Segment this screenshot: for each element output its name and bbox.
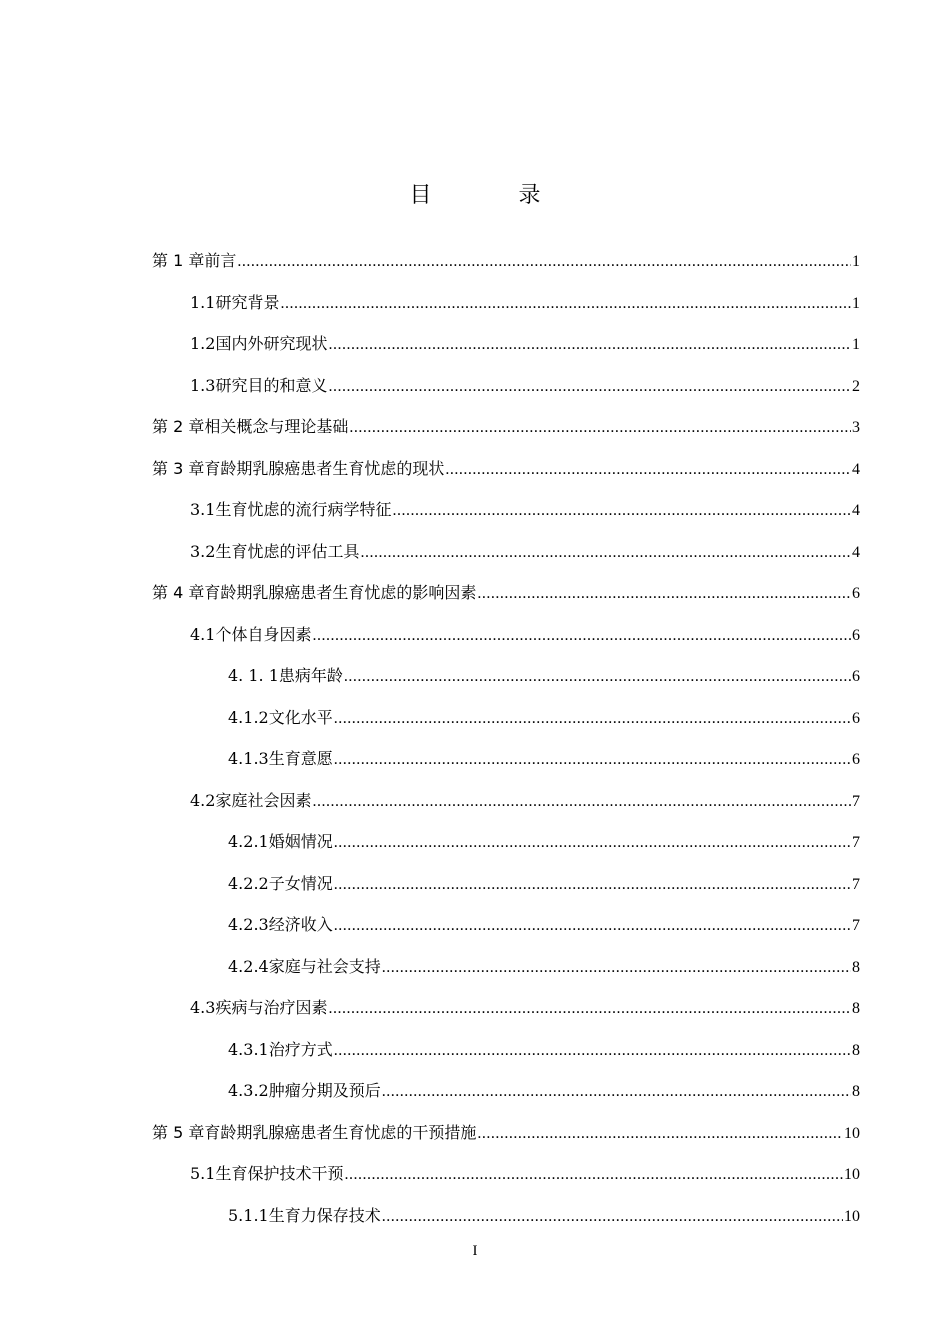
- dot-leader: [328, 336, 851, 354]
- toc-entry-number: 4. 1. 1: [228, 666, 279, 685]
- toc-entry-number: 5.1.1: [228, 1205, 269, 1225]
- dot-leader: [328, 1000, 851, 1018]
- toc-entry-page: 4: [852, 460, 860, 478]
- toc-entry-number: 1.1: [190, 292, 216, 312]
- toc-entry-number: 1.3: [190, 375, 216, 395]
- dot-leader: [445, 461, 851, 479]
- toc-entry-title: 育龄期乳腺癌患者生育忧虑的影响因素: [204, 583, 477, 602]
- toc-entry-title: 生育意愿: [268, 749, 333, 768]
- toc-entry[interactable]: [228, 954, 860, 978]
- toc-entry-number: 3.1: [190, 500, 216, 519]
- toc-entry-number: 4.3: [190, 998, 216, 1017]
- toc-entry-title: 研究目的和意义: [215, 375, 328, 395]
- toc-entry-page: 4: [852, 543, 860, 561]
- dot-leader: [477, 1125, 843, 1143]
- toc-entry-title: 婚姻情况: [268, 832, 333, 851]
- toc-entry[interactable]: [152, 456, 860, 480]
- toc-entry-title: 经济收入: [268, 915, 333, 934]
- toc-entry-page: 7: [852, 792, 860, 810]
- toc-entry[interactable]: [190, 995, 860, 1019]
- toc-entry-page: 4: [852, 502, 860, 519]
- dot-leader: [312, 627, 851, 645]
- toc-entry-title: 育龄期乳腺癌患者生育忧虑的干预措施: [204, 1122, 477, 1142]
- dot-leader: [349, 419, 851, 437]
- toc-entry[interactable]: [190, 290, 860, 314]
- toc-entry[interactable]: [228, 1037, 860, 1061]
- toc-entry-page: 8: [852, 1083, 860, 1100]
- dot-leader: [334, 876, 851, 894]
- toc-entry-title: 子女情况: [268, 873, 333, 893]
- toc-entry-page: 8: [852, 958, 860, 976]
- toc-entry-title: 文化水平: [268, 707, 333, 727]
- dot-leader: [360, 544, 851, 562]
- toc-entry-title: 家庭与社会支持: [268, 956, 381, 976]
- toc-entry[interactable]: [152, 248, 860, 272]
- toc-entry[interactable]: [190, 373, 860, 397]
- toc-entry-number: 4.1.3: [228, 749, 269, 768]
- toc-entry-page: 1: [852, 294, 860, 312]
- toc-entry-number: 第 1 章: [152, 251, 205, 270]
- toc-entry-title: 生育忧虑的评估工具: [215, 541, 360, 561]
- toc-entry-page: 7: [852, 917, 860, 934]
- dot-leader: [328, 378, 851, 396]
- toc-entry-number: 4.1: [190, 624, 216, 644]
- dot-leader: [392, 502, 851, 520]
- toc-entry-number: 第 5 章: [152, 1122, 205, 1142]
- toc-entry-title: 生育保护技术干预: [215, 1164, 344, 1183]
- toc-entry-page: 6: [852, 585, 860, 602]
- toc-entry-page: 7: [852, 834, 860, 851]
- toc-entry-page: 8: [852, 1041, 860, 1059]
- toc-entry-page: 1: [852, 253, 860, 270]
- toc-entry-title: 国内外研究现状: [215, 334, 328, 353]
- toc-entry-page: 6: [852, 709, 860, 727]
- toc-entry[interactable]: [228, 746, 860, 770]
- toc-entry-page: 3: [852, 419, 860, 436]
- dot-leader: [382, 1083, 851, 1101]
- dot-leader: [382, 1208, 843, 1226]
- toc-entry-page: 10: [844, 1207, 860, 1225]
- toc-entry-number: 4.2.3: [228, 915, 269, 934]
- toc-entry[interactable]: [190, 539, 860, 563]
- dot-leader: [280, 295, 851, 313]
- toc-entry-title: 家庭社会因素: [215, 790, 312, 810]
- dot-leader: [334, 710, 851, 728]
- toc-entry-number: 4.2.4: [228, 956, 269, 976]
- toc-entry[interactable]: [228, 1078, 860, 1102]
- page-number: I: [472, 1243, 478, 1259]
- dot-leader: [312, 793, 851, 811]
- toc-entry-number: 1.2: [190, 334, 216, 353]
- toc-entry-page: 6: [852, 668, 860, 685]
- toc-entry-page: 10: [844, 1124, 860, 1142]
- toc-entry-title: 治疗方式: [268, 1039, 333, 1059]
- toc-entry-page: 1: [852, 336, 860, 353]
- toc-entry-number: 4.3.2: [228, 1081, 269, 1100]
- toc-entry[interactable]: [228, 871, 860, 895]
- dot-leader: [334, 751, 851, 769]
- dot-leader: [334, 834, 851, 852]
- toc-entry[interactable]: [190, 622, 860, 646]
- toc-entry[interactable]: [228, 912, 860, 936]
- toc-entry-title: 生育力保存技术: [268, 1205, 381, 1225]
- toc-entry[interactable]: [228, 705, 860, 729]
- toc-entry-number: 第 2 章: [152, 417, 205, 436]
- toc-entry[interactable]: [228, 1203, 860, 1227]
- toc-entry-title: 育龄期乳腺癌患者生育忧虑的现状: [204, 458, 445, 478]
- toc-entry[interactable]: [228, 829, 860, 853]
- toc-entry-page: 6: [852, 626, 860, 644]
- dot-leader: [477, 585, 851, 603]
- toc-entry-number: 4.2.2: [228, 873, 269, 893]
- toc-entry-number: 4.1.2: [228, 707, 269, 727]
- toc-entry-number: 5.1: [190, 1164, 216, 1183]
- toc-entry-title: 相关概念与理论基础: [204, 417, 349, 436]
- toc-entry-number: 4.3.1: [228, 1039, 269, 1059]
- toc-entry-number: 4.2: [190, 790, 216, 810]
- toc-entry-number: 第 4 章: [152, 583, 205, 602]
- dot-leader: [237, 253, 851, 271]
- toc-entry-number: 4.2.1: [228, 832, 269, 851]
- dot-leader: [344, 1166, 843, 1184]
- toc-entry-title: 疾病与治疗因素: [215, 998, 328, 1017]
- toc-entry-title: 生育忧虑的流行病学特征: [215, 500, 392, 519]
- dot-leader: [382, 959, 851, 977]
- toc-entry-title: 肿瘤分期及预后: [268, 1081, 381, 1100]
- toc-entry[interactable]: [190, 331, 860, 355]
- toc-entry-page: 10: [844, 1166, 860, 1183]
- toc-entry-page: 6: [852, 751, 860, 768]
- toc-entry[interactable]: [152, 414, 860, 438]
- toc-entry[interactable]: [190, 1161, 860, 1185]
- toc-entry-page: 7: [852, 875, 860, 893]
- toc-entry-title: 研究背景: [215, 292, 280, 312]
- toc-entry[interactable]: [152, 1120, 860, 1144]
- toc-entry-title: 前言: [204, 251, 237, 270]
- toc-entry-title: 患病年龄: [278, 666, 343, 685]
- toc-entry-page: 2: [852, 377, 860, 395]
- toc-title: 目 录: [409, 183, 581, 208]
- toc-entry-number: 第 3 章: [152, 458, 205, 478]
- toc-entry[interactable]: [190, 788, 860, 812]
- toc-entry-title: 个体自身因素: [215, 624, 312, 644]
- toc-entry[interactable]: [190, 497, 860, 521]
- dot-leader: [334, 1042, 851, 1060]
- toc-entry[interactable]: [152, 580, 860, 604]
- dot-leader: [344, 668, 851, 686]
- toc-entry-page: 8: [852, 1000, 860, 1017]
- toc-entry[interactable]: [228, 663, 860, 687]
- toc-entry-number: 3.2: [190, 541, 216, 561]
- dot-leader: [334, 917, 851, 935]
